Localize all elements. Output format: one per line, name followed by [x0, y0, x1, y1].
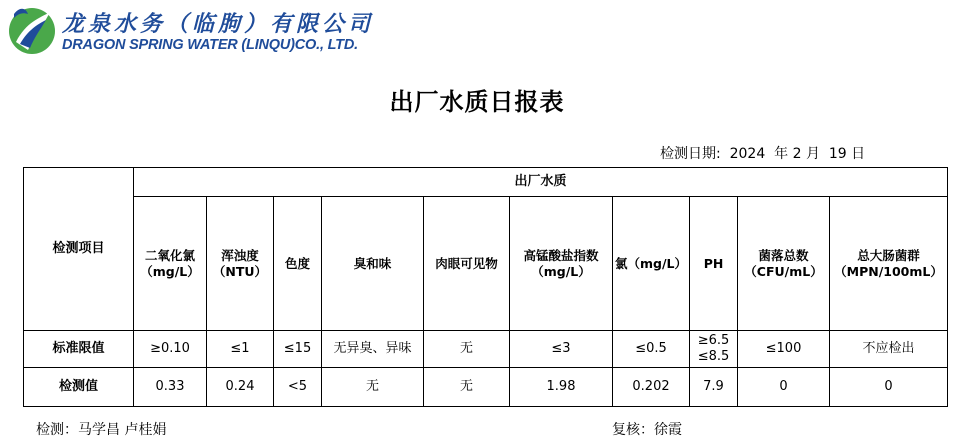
column-header: PH	[690, 197, 738, 331]
standard-cell: ≤15	[274, 331, 322, 368]
standard-cell: ≤1	[207, 331, 274, 368]
measured-cell: 1.98	[510, 368, 613, 407]
measured-cell: 0.24	[207, 368, 274, 407]
measured-label: 检测值	[24, 368, 134, 407]
column-header: 肉眼可见物	[424, 197, 510, 331]
measured-cell: 0.202	[613, 368, 690, 407]
reviewer-signature: 复核：徐霞	[612, 422, 682, 438]
standard-cell: 无	[424, 331, 510, 368]
column-header: 二氧化氯（mg/L）	[134, 197, 207, 331]
measured-cell: <5	[274, 368, 322, 407]
standard-cell: ≤0.5	[613, 331, 690, 368]
standard-cell: ≥0.10	[134, 331, 207, 368]
measured-cell: 0	[830, 368, 948, 407]
tester-signature: 检测：马学昌 卢桂娟	[36, 422, 167, 438]
group-header-cell: 出厂水质	[134, 168, 948, 197]
column-header: 总大肠菌群（MPN/100mL）	[830, 197, 948, 331]
measured-cell: 无	[322, 368, 424, 407]
inspection-date: 检测日期: 2024 年 2 月 19 日	[660, 146, 866, 162]
standard-cell: 不应检出	[830, 331, 948, 368]
column-header: 氯（mg/L）	[613, 197, 690, 331]
standard-cell: 无异臭、异味	[322, 331, 424, 368]
dragon-spring-logo-icon	[6, 4, 58, 56]
measured-cell: 无	[424, 368, 510, 407]
measured-cell: 0	[738, 368, 830, 407]
standard-cell: ≤3	[510, 331, 613, 368]
company-name-cn: 龙泉水务（临朐）有限公司	[62, 11, 375, 37]
column-header: 高锰酸盐指数（mg/L）	[510, 197, 613, 331]
standard-cell: ≥6.5 ≤8.5	[690, 331, 738, 368]
measured-cell: 0.33	[134, 368, 207, 407]
column-header: 臭和味	[322, 197, 424, 331]
standard-cell: ≤100	[738, 331, 830, 368]
column-header: 菌落总数（CFU/mL）	[738, 197, 830, 331]
company-name-en: DRAGON SPRING WATER (LINQU)CO., LTD.	[62, 37, 358, 53]
measured-cell: 7.9	[690, 368, 738, 407]
column-header: 色度	[274, 197, 322, 331]
row-header-cell: 检测项目	[24, 168, 134, 331]
column-header: 浑浊度（NTU）	[207, 197, 274, 331]
report-title: 出厂水质日报表	[389, 87, 565, 116]
water-quality-table	[23, 167, 948, 407]
standard-label: 标准限值	[24, 331, 134, 368]
